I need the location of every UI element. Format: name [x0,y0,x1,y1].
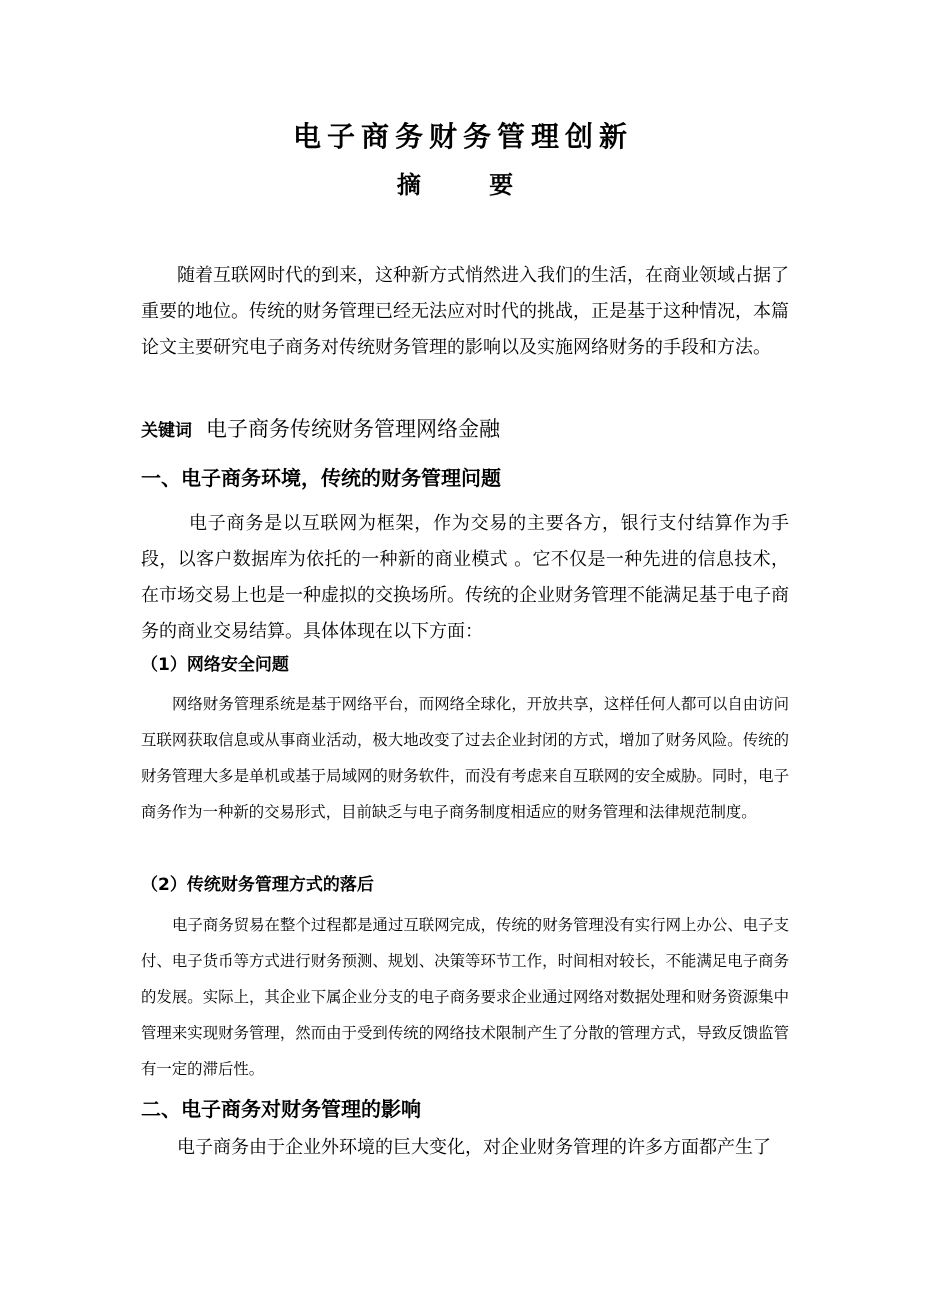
section-1-heading: 一、电子商务环境，传统的财务管理问题 [141,466,501,490]
section-2-paragraph: 电子商务由于企业外环境的巨大变化，对企业财务管理的许多方面都产生了 [177,1137,771,1158]
abstract-heading: 摘 要 [396,171,544,199]
keywords-line [141,413,789,447]
subsection-2-heading: （2）传统财务管理方式的落后 [141,875,374,895]
document-title: 电子商务财务管理创新 [292,120,633,153]
subsection-1-paragraph: 网络财务管理系统是基于网络平台，而网络全球化，开放共享，这样任何人都可以自由访问互联网获取信息或从事商业活动，极大地改变了过去企业封闭的方式，增加了财务风险。传统的财务管理大多是单机或基于局域网的财务软件，而没有考虑来自互联网的安全威胁。同时，电子商务作为一种新的交易形式，目前缺乏与电子商务制度相适应的财务管理和法律规范制度。 [141,695,789,821]
section-1-paragraph: 电子商务是以互联网为框架，作为交易的主要各方，银行支付结算作为手段，以客户数据库为依托的一种新的商业模式 。它不仅是一种先进的信息技术，在市场交易上也是一种虚拟的交换场所。传统的企业财务管理不能满足基于电子商务的商业交易结算。具体体现在以下方面： [141,513,789,642]
subsection-1-heading: （1）网络安全问题 [141,655,289,675]
section-2-heading: 二、电子商务对财务管理的影响 [141,1097,421,1121]
keywords-text: 电子商务传统财务管理网络金融 [206,417,500,441]
abstract-paragraph: 随着互联网时代的到来，这种新方式悄然进入我们的生活，在商业领域占据了重要的地位。传统的财务管理已经无法应对时代的挑战，正是基于这种情况，本篇论文主要研究电子商务对传统财务管理的影响以及实施网络财务的手段和方法。 [141,265,789,358]
keywords-label: 关键词 [141,421,192,441]
subsection-2-paragraph: 电子商务贸易在整个过程都是通过互联网完成，传统的财务管理没有实行网上办公、电子支付、电子货币等方式进行财务预测、规划、决策等环节工作，时间相对较长，不能满足电子商务的发展。实际上，其企业下属企业分支的电子商务要求企业通过网络对数据处理和财务资源集中管理来实现财务管理，然而由于受到传统的网络技术限制产生了分散的管理方式，导致反馈监管有一定的滞后性。 [141,916,789,1078]
